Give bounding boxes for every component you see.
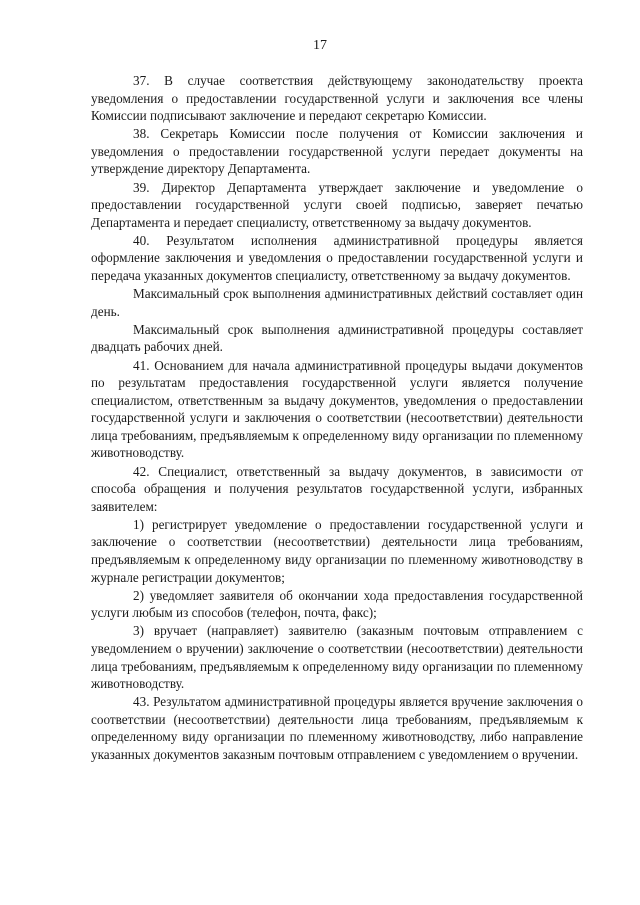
paragraph-37: 37. В случае соответствия действующему законодательству проекта уведомления о предоставлении государственной услуги и заключения все члены Комиссии подписывают заключение и передают секретарю Комиссии. bbox=[91, 73, 583, 124]
paragraph-max-term-procedure: Максимальный срок выполнения административной процедуры составляет двадцать рабочих дней. bbox=[91, 321, 583, 355]
paragraph-max-term-actions: Максимальный срок выполнения административных действий составляет один день. bbox=[91, 286, 583, 319]
document-body bbox=[91, 72, 583, 764]
paragraph-38: 38. Секретарь Комиссии после получения от Комиссии заключения и уведомления о предоставлении государственной услуги передает документы на утверждение директору Департамента. bbox=[91, 126, 583, 177]
paragraph-41: 41. Основанием для начала административной процедуры выдачи документов по результатам предоставления государственной услуги является получение специалистом, ответственным за выдачу документов, уведомления о предоставлении государственной услуги и заключения о соответствии (несоответствии) деятельности лица требованиям, предъявляемым к определенному виду организации по племенному животноводству. bbox=[91, 357, 583, 461]
paragraph-39: 39. Директор Департамента утверждает заключение и уведомление о предоставлении государственной услуги своей подписью, заверяет печатью Департамента и передает специалисту, ответственному за выдачу документов. bbox=[91, 179, 583, 230]
paragraph-40: 40. Результатом исполнения административной процедуры является оформление заключения и уведомления о предоставлении государственной услуги и передача указанных документов специалисту, ответственному за выдачу документов. bbox=[91, 232, 583, 284]
page-number: 17 bbox=[313, 38, 327, 53]
paragraph-42: 42. Специалист, ответственный за выдачу документов, в зависимости от способа обращения и получения результатов государственной услуги, избранных заявителем: bbox=[91, 463, 583, 514]
paragraph-43: 43. Результатом административной процедуры является вручение заключения о соответствии (несоответствии) деятельности лица требованиям, предъявляемым к определенному виду организации по племенному животноводству, либо направление указанных документов заказным почтовым отправлением с уведомлением о вручении. bbox=[91, 694, 583, 763]
list-item-1: 1) регистрирует уведомление о предоставлении государственной услуги и заключение о соответствии (несоответствии) деятельности лица требованиям, предъявляемым к определенному виду организации по племенному животноводству в журнале регистрации документов; bbox=[91, 516, 583, 585]
list-item-3: 3) вручает (направляет) заявителю (заказным почтовым отправлением с уведомлением о вручении) заключение о соответствии (несоответствии) деятельности лица требованиям, предъявляемым к определенному виду организации по племенному животноводству. bbox=[91, 623, 583, 692]
list-item-2: 2) уведомляет заявителя об окончании хода предоставления государственной услуги любым из способов (телефон, почта, факс); bbox=[91, 587, 583, 621]
